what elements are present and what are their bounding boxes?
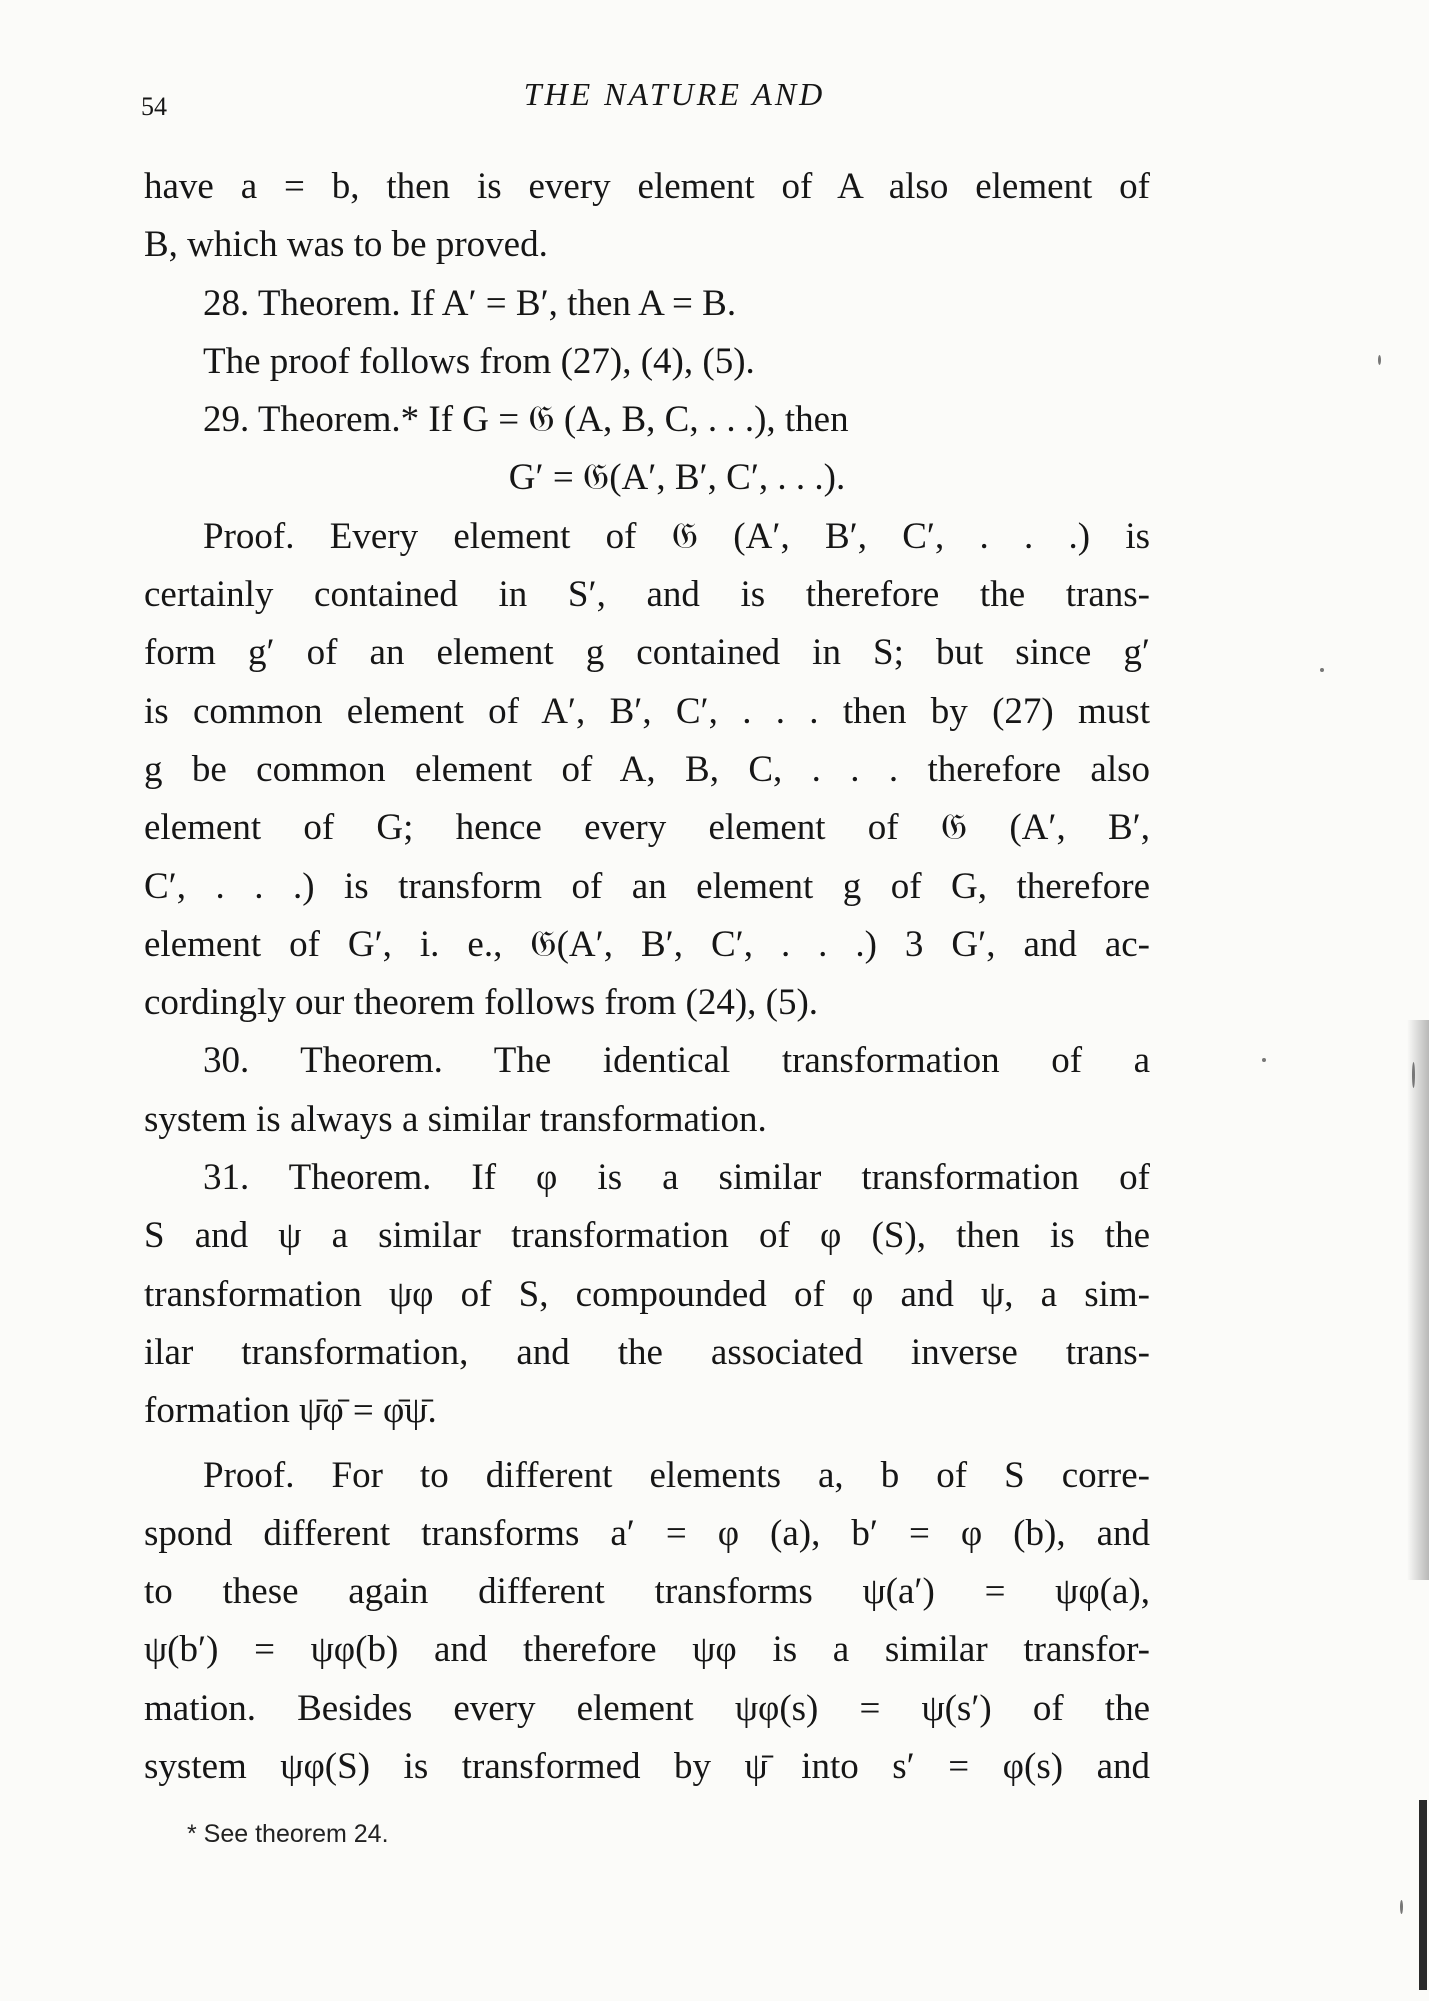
text-line: C′, . . .) is transform of an element g of G, therefore [144,865,1150,907]
text-line: ψ(b′) = ψφ(b) and therefore ψφ is a similar transfor- [144,1629,1150,1671]
footnote: * See theorem 24. [187,1820,389,1848]
text-line: transformation ψφ of S, compounded of φ and ψ, a sim- [144,1273,1150,1315]
scan-speck [1320,668,1324,672]
scan-speck [1400,1900,1403,1914]
text-line: certainly contained in S′, and is therefore the trans- [144,574,1150,616]
text-line: S and ψ a similar transformation of φ (S), then is the [144,1215,1150,1257]
scan-speck [1412,1062,1415,1088]
text-line: element of G′, i. e., 𝔊(A′, B′, C′, . . .) 3 G′, and ac- [144,923,1150,965]
text-line: system ψφ(S) is transformed by ψ̄ into s′ = φ(s) and [144,1746,1150,1788]
theorem-28-heading: 28. Theorem. If A′ = B′, then A = B. [203,282,737,324]
text-line: cordingly our theorem follows from (24), (5). [144,982,819,1024]
display-formula: G′ = 𝔊(A′, B′, C′, . . .). [508,457,846,499]
text-line: form g′ of an element g contained in S; but since g′ [144,632,1150,674]
text-line: B, which was to be proved. [144,224,548,266]
text-line: ilar transformation, and the associated inverse trans- [144,1331,1150,1373]
running-title: THE NATURE AND [523,76,826,112]
text-line: The proof follows from (27), (4), (5). [203,340,755,382]
page-number: 54 [141,92,167,121]
text-line: element of G; hence every element of 𝔊 (A′, B′, [144,807,1150,849]
body-text [144,158,1150,1796]
text-line: g be common element of A, B, C, . . . therefore also [144,748,1150,790]
scan-speck [1262,1058,1266,1062]
theorem-31-heading: 31. Theorem. If φ is a similar transformation of [203,1157,1150,1199]
text-line: to these again different transforms ψ(a′) = ψφ(a), [144,1571,1150,1613]
text-line: system is always a similar transformation. [144,1098,767,1140]
page-edge-bar [1419,1800,1427,1990]
text-line: have a = b, then is every element of A also element of [144,166,1150,207]
scan-speck [1378,355,1381,365]
text-line: spond different transforms a′ = φ (a), b′ = φ (b), and [144,1512,1150,1554]
proof-line: Proof. Every element of 𝔊 (A′, B′, C′, . . .) is [203,515,1150,557]
proof-line: Proof. For to different elements a, b of S corre- [203,1454,1150,1496]
text-line: mation. Besides every element ψφ(s) = ψ(s′) of the [144,1687,1150,1729]
text-line: formation ψ̄φ̄ = φ̄ψ̄. [144,1390,437,1432]
text-line: is common element of A′, B′, C′, . . . then by (27) must [144,690,1150,732]
page-edge-shadow [1407,1020,1429,1580]
page-header [0,72,1429,121]
theorem-30-heading: 30. Theorem. The identical transformation of a [203,1040,1150,1082]
theorem-29-heading: 29. Theorem.* If G = 𝔊 (A, B, C, . . .), then [203,399,849,441]
